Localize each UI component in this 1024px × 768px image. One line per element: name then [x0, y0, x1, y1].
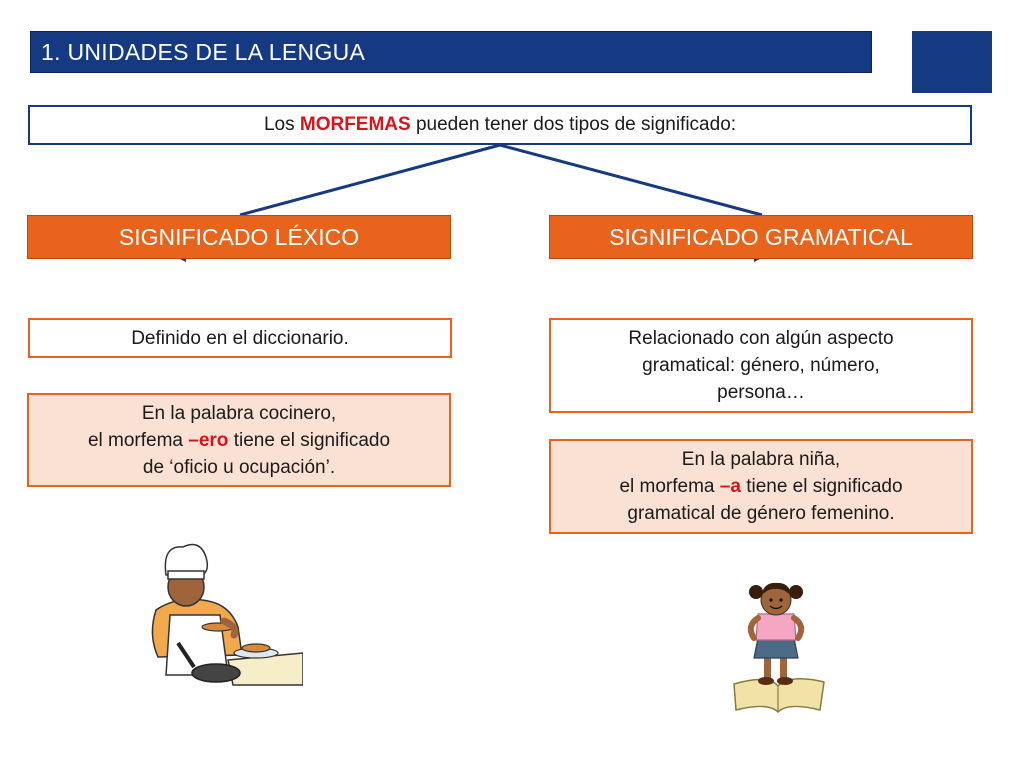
grammatical-example-line3: gramatical de género femenino.	[627, 503, 895, 524]
grammatical-definition-box	[549, 318, 973, 413]
category-lexical-label: SIGNIFICADO LÉXICO	[118, 224, 360, 250]
grammatical-example-box	[549, 439, 973, 534]
lexical-definition-text: Definido en el diccionario.	[131, 327, 349, 349]
intro-text-before: Los	[263, 114, 300, 135]
connector-line-left	[240, 145, 500, 215]
grammatical-definition-line2: gramatical: género, número,	[642, 355, 880, 376]
slide-title-text: 1. UNIDADES DE LA LENGUA	[41, 39, 366, 65]
category-lexical	[27, 215, 451, 259]
lexical-definition-box	[28, 318, 452, 358]
morpheme-a: –a	[719, 476, 741, 497]
grammatical-definition-line1: Relacionado con algún aspecto	[628, 328, 894, 349]
category-grammatical-label: SIGNIFICADO GRAMATICAL	[609, 224, 913, 250]
intro-text-after: pueden tener dos tipos de significado:	[410, 114, 737, 135]
grammatical-example-line1: En la palabra niña,	[681, 449, 841, 470]
category-grammatical	[549, 215, 973, 259]
grammatical-example-line2: el morfema –a tiene el significado	[619, 476, 903, 497]
lexical-example-line3: de ‘oficio u ocupación’.	[142, 456, 336, 478]
girl-illustration	[728, 580, 828, 718]
lexical-example-box	[27, 393, 451, 487]
chef-illustration	[138, 535, 303, 690]
grammatical-definition-line3: persona…	[717, 382, 805, 403]
connector-line-right	[500, 145, 762, 215]
lexical-example-line1: En la palabra cocinero,	[141, 402, 337, 424]
intro-keyword: MORFEMAS	[299, 114, 411, 135]
lexical-example-line2: el morfema –ero tiene el significado	[87, 429, 391, 451]
morpheme-ero: –ero	[188, 429, 229, 451]
